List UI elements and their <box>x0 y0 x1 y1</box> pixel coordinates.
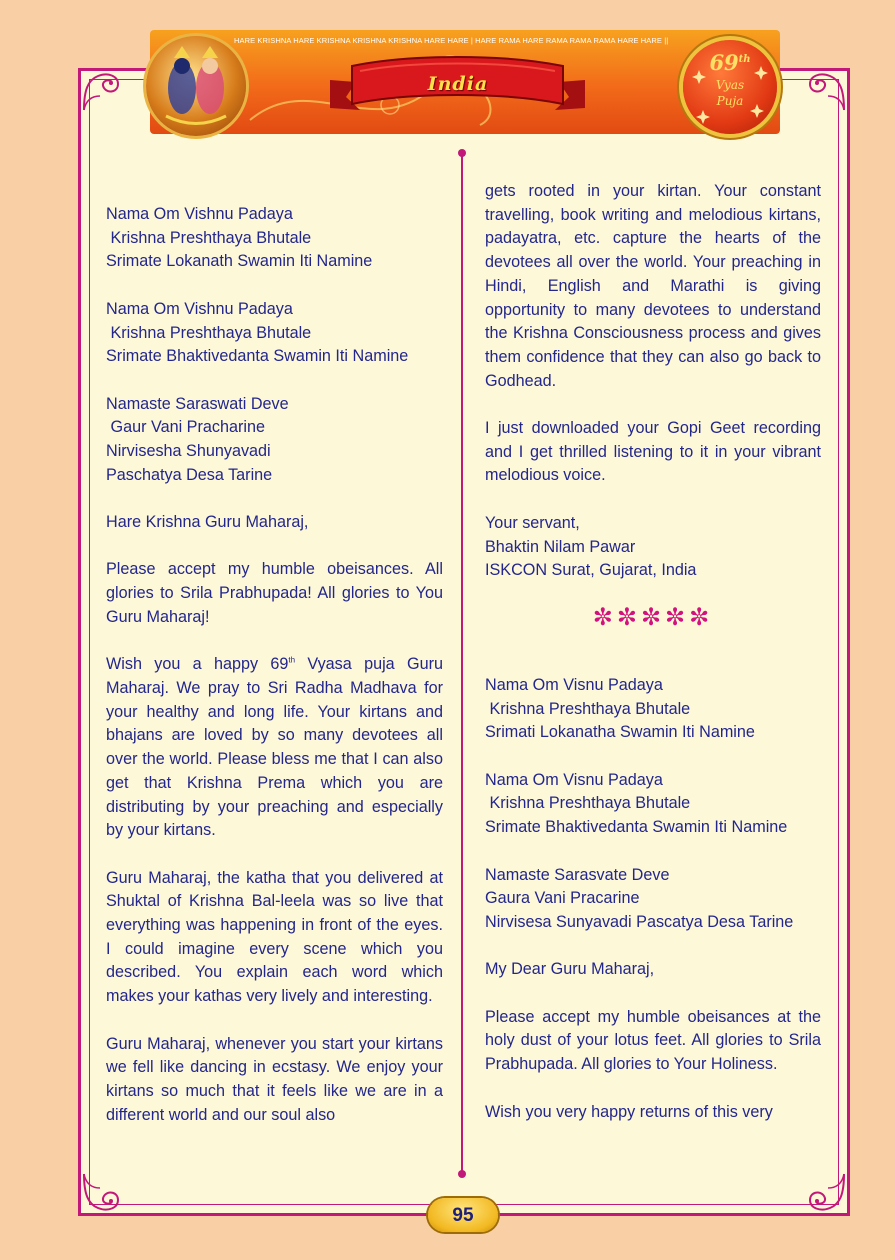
badge-label-puja: Puja <box>716 94 744 108</box>
paragraph-text: Wish you a happy 69 <box>106 655 289 674</box>
verse-block <box>106 203 443 274</box>
flourish-corner-ornament-icon <box>80 1172 122 1214</box>
verse-line: Krishna Preshthaya Bhutale <box>485 794 691 813</box>
verse-line: Nama Om Visnu Padaya <box>485 770 663 789</box>
paragraph: Please accept my humble obeisances at the holy dust of your lotus feet. All glories to Srila Prabhupada. All glories to Your Holiness. <box>485 1007 821 1074</box>
page-number-badge <box>428 1198 498 1232</box>
asterisk-separator-icon: ✼✼✼✼✼ <box>592 603 714 631</box>
verse-block <box>106 393 443 488</box>
paragraph-text: Vyasa puja Guru Maharaj. We pray to Sri Radha Madhava for your healthy and long life. Your kirtans and bhajans are loved by so many devotees all over the world. Please bless me that I can also get that Krishna Prema which you are distributing by your preaching and especially by your kirtans. <box>106 655 443 840</box>
verse-line: Krishna Preshthaya Bhutale <box>485 699 691 718</box>
flourish-corner-ornament-icon <box>806 1172 848 1214</box>
verse-block <box>485 674 821 745</box>
left-column <box>106 203 443 1127</box>
signoff-line: Bhaktin Nilam Pawar <box>485 537 636 556</box>
verse-block <box>485 864 821 935</box>
page-title: India <box>427 73 489 95</box>
verse-line: Srimate Bhaktivedanta Swamin Iti Namine <box>106 347 409 366</box>
verse-line: Krishna Preshthaya Bhutale <box>106 323 312 342</box>
verse-line: Nirvisesha Shunyavadi <box>106 442 271 460</box>
right-column <box>485 180 821 1124</box>
paragraph: Guru Maharaj, the katha that you delivered at Shuktal of Krishna Bal-leela was so live that everything was happening in front of the eyes. I could imagine every scene which you described. You explain each word which makes your kathas very lively and interesting. <box>106 868 443 1006</box>
signoff-block <box>485 512 821 583</box>
verse-line: Nama Om Visnu Padaya <box>485 675 663 694</box>
vyas-puja-badge-icon <box>683 40 777 134</box>
signoff-line: Your servant, <box>485 513 580 532</box>
badge-label-vyas: Vyas <box>715 78 745 92</box>
verse-line: Gaura Vani Pracarine <box>485 889 640 908</box>
badge-number: 69th <box>709 50 751 75</box>
verse-line: Nama Om Vishnu Padaya <box>106 299 293 318</box>
chant-text: HARE KRISHNA HARE KRISHNA KRISHNA KRISHNA HARE HARE | HARE RAMA HARE RAMA RAMA RAMA HARE HARE || <box>234 36 669 45</box>
paragraph: Guru Maharaj, whenever you start your kirtans we fell like dancing in ecstasy. We enjoy your kirtans so much that it feels like we are in a different world and our soul also <box>106 1034 443 1124</box>
divider-end-dot <box>458 149 466 157</box>
greeting: My Dear Guru Maharaj, <box>485 960 655 979</box>
paragraph: Wish you very happy returns of this very <box>485 1102 773 1121</box>
ordinal-suffix: th <box>288 655 296 665</box>
verse-line: Nama Om Vishnu Padaya <box>106 205 293 223</box>
signoff-line: ISKCON Surat, Gujarat, India <box>485 561 697 580</box>
verse-line: Namaste Sarasvate Deve <box>485 865 670 884</box>
page-number: 95 <box>452 1205 474 1226</box>
verse-line: Namaste Saraswati Deve <box>106 394 289 413</box>
verse-line: Gaur Vani Pracharine <box>106 418 265 437</box>
verse-block <box>106 298 443 369</box>
verse-block <box>485 769 821 840</box>
paragraph <box>106 653 443 843</box>
paragraph: I just downloaded your Gopi Geet recording and I get thrilled listening to it in your vibrant melodious voice. <box>485 419 821 485</box>
flourish-corner-ornament-icon <box>80 70 122 112</box>
verse-line: Krishna Preshthaya Bhutale <box>106 228 312 247</box>
verse-line: Srimati Lokanatha Swamin Iti Namine <box>485 723 755 742</box>
flourish-corner-ornament-icon <box>806 70 848 112</box>
verse-line: Paschatya Desa Tarine <box>106 465 273 484</box>
paragraph: gets rooted in your kirtan. Your constant travelling, book writing and melodious kirtans, padayatra, etc. capture the hearts of the devotees all over the world. Your preaching in Hindi, English and Marathi is giving opportunity to many devotees to understand the Krishna Consciousness process and gives them confidence that they can also go back to Godhead. <box>485 182 821 390</box>
verse-line: Srimate Bhaktivedanta Swamin Iti Namine <box>485 818 788 837</box>
divider-end-dot <box>458 1170 466 1178</box>
column-divider <box>461 152 463 1174</box>
verse-line: Srimate Lokanath Swamin Iti Namine <box>106 252 373 271</box>
deity-image-icon <box>146 36 246 136</box>
paragraph: Please accept my humble obeisances. All glories to Srila Prabhupada! All glories to You Guru Maharaj! <box>106 560 443 626</box>
greeting: Hare Krishna Guru Maharaj, <box>106 513 309 532</box>
verse-line: Nirvisesa Sunyavadi Pascatya Desa Tarine <box>485 912 794 931</box>
